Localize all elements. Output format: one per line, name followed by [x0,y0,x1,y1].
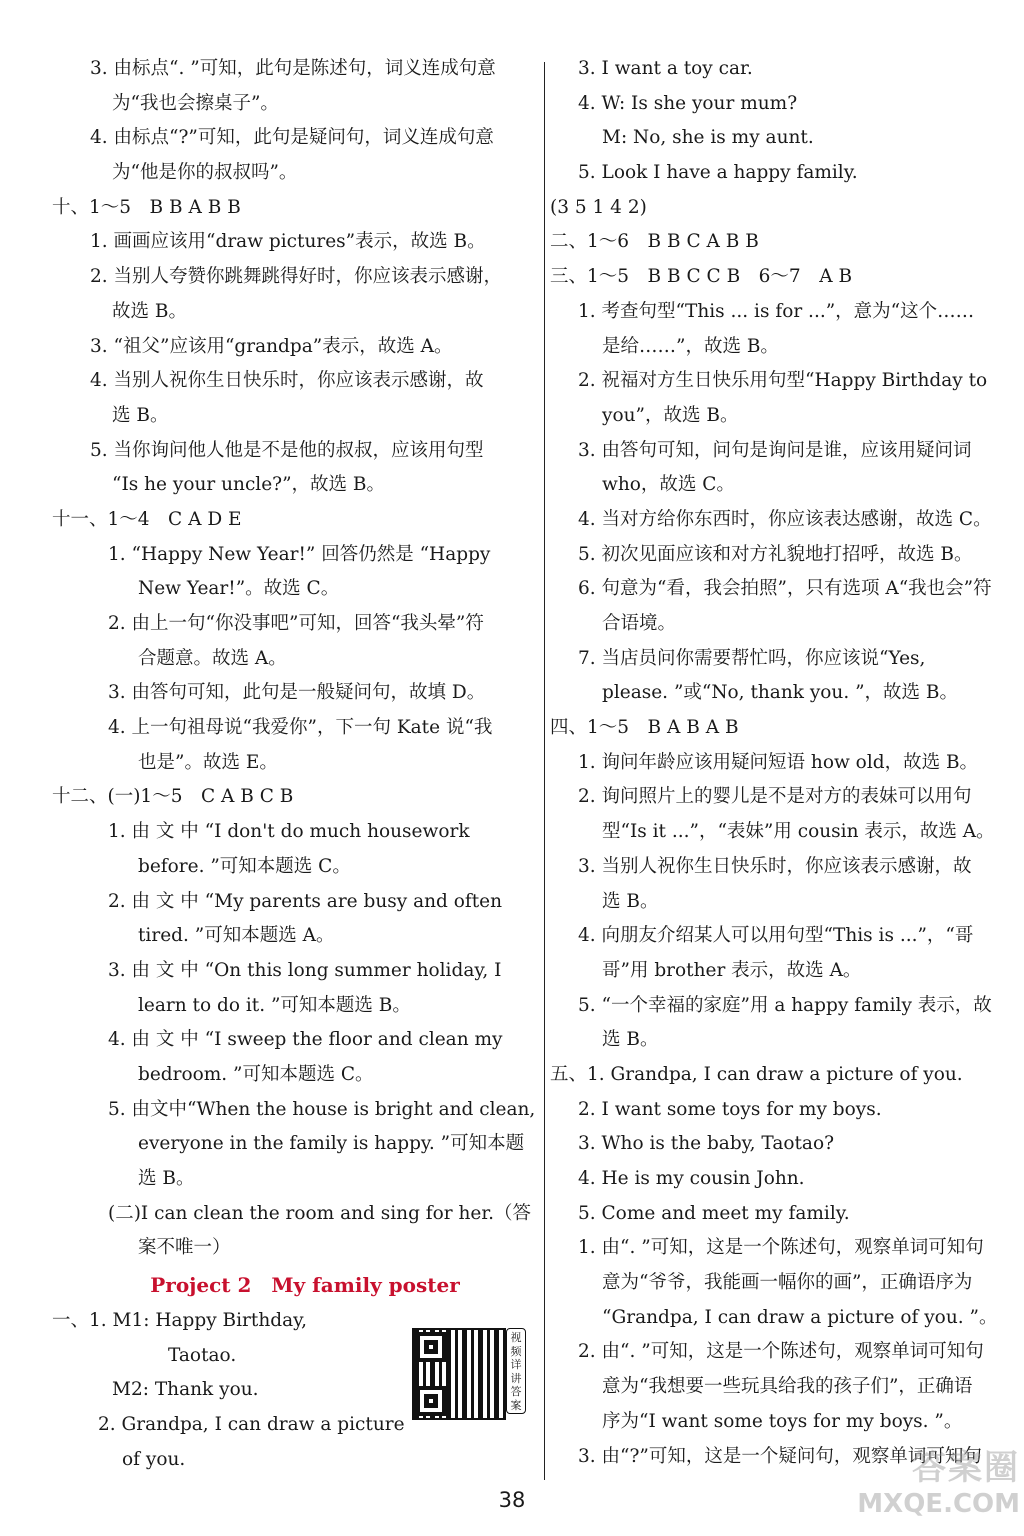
answer-line: Taotao. [168,1344,237,1366]
answer-line: 选 B。 [602,890,659,912]
answer-line: 1. 由“. ”可知，这是一个陈述句，观察单词可知句 [578,1237,984,1259]
answer-line: 7. 当店员问你需要帮忙吗，你应该说“Yes, [578,647,926,669]
answer-line: 案不唯一） [138,1237,231,1259]
answer-line: “Is he your uncle?”，故选 B。 [112,474,386,496]
answer-line: 十二、(一)1～5 C A B C B [52,786,294,808]
answer-line: 意为“我想要一些玩具给我的孩子们”，正确语 [602,1376,973,1398]
answer-line: bedroom. ”可知本题选 C。 [138,1063,374,1085]
answer-line: 3. 由标点“. ”可知，此句是陈述句，词义连成句意 [90,58,496,79]
answer-line: 3. “祖父”应该用“grandpa”表示，故选 A。 [90,335,453,357]
answer-line: before. ”可知本题选 C。 [138,855,351,877]
answer-line: “Grandpa, I can draw a picture of you. ”。 [602,1306,998,1328]
answer-line: 4. W: Is she your mum? [578,92,798,114]
answer-line: (3 5 1 4 2) [550,196,647,218]
right-column [550,52,1016,1474]
answer-line: of you. [122,1448,186,1470]
answer-line: 2. Grandpa, I can draw a picture [98,1414,405,1436]
answer-line: 2. I want some toys for my boys. [578,1098,882,1120]
answer-line: M2: Thank you. [112,1379,259,1401]
answer-line: 3. 由 文 中 “On this long summer holiday, I [108,959,502,981]
answer-line: 2. 当别人夸赞你跳舞跳得好时，你应该表示感谢， [90,266,503,288]
watermark-text: 答案圈 [912,1448,1020,1488]
answer-line: 5. 初次见面应该和对方礼貌地打招呼，故选 B。 [578,543,973,565]
answer-line: 十一、1～4 C A D E [52,508,242,530]
answer-line: 2. 由 文 中 “My parents are busy and often [108,890,503,912]
answer-line: 5. Come and meet my family. [578,1202,850,1224]
answer-line: 3. Who is the baby, Taotao? [578,1133,835,1155]
answer-line: 为“我也会擦桌子”。 [112,92,279,114]
answer-line: 3. 由答句可知，问句是询问是谁，应该用疑问词 [578,439,972,461]
answer-line: 2. 由上一句“你没事吧”可知，回答“我头晕”符 [108,613,484,634]
column-divider [544,62,545,1480]
answer-line: 5. 由文中“When the house is bright and clean, [108,1098,536,1120]
answer-line: who，故选 C。 [602,474,735,496]
answer-line: 序为“I want some toys for my boys. ”。 [602,1410,963,1432]
answer-line: 1. 询问年龄应该用疑问短语 how old，故选 B。 [578,751,979,773]
answer-line: 4. 由 文 中 “I sweep the floor and clean my [108,1029,503,1051]
answer-line: 哥”用 brother 表示，故选 A。 [602,959,862,981]
answer-line: 4. He is my cousin John. [578,1168,805,1189]
answer-line: 型“Is it ...”，“表妹”用 cousin 表示，故选 A。 [602,821,995,843]
project-title: Project 2 My family poster [150,1273,460,1298]
answer-line: 1. 考查句型“This ... is for ...”，意为“这个…… [578,300,975,322]
answer-line: 五、1. Grandpa, I can draw a picture of you. [550,1063,963,1085]
answer-line: 故选 B。 [112,300,187,322]
answer-line: tired. ”可知本题选 A。 [138,925,335,947]
answer-line: please. ”或“No, thank you. ”，故选 B。 [602,682,959,704]
answer-line: 4. 向朋友介绍某人可以用句型“This is ...”，“哥 [578,925,974,947]
page-number: 38 [498,1488,526,1512]
answer-line: 四、1～5 B A B A B [550,717,739,739]
answer-line: 3. 由“?”可知，这是一个疑问句，观察单词可知句 [578,1445,982,1467]
answer-line: 4. 由标点“?”可知，此句是疑问句，词义连成句意 [90,127,494,149]
left-column [52,52,538,1478]
answer-line: 2. 祝福对方生日快乐用句型“Happy Birthday to [578,370,988,392]
qr-code-label: 视频详讲答案 [506,1328,526,1414]
answer-line: 1. 画画应该用“draw pictures”表示，故选 B。 [90,231,486,253]
right-answer-lines [550,52,1016,1474]
watermark-logo [845,1448,1020,1532]
answer-line: 一、1. M1: Happy Birthday, [52,1310,307,1332]
answer-line: 3. I want a toy car. [578,58,753,79]
answer-line: 是给……”，故选 B。 [602,335,779,357]
watermark-url: MXQE.COM [857,1489,1020,1519]
answer-line: 三、1～5 B B C C B 6～7 A B [550,266,853,288]
answer-line: M: No, she is my aunt. [602,127,814,149]
answer-line: 4. 上一句祖母说“我爱你”，下一句 Kate 说“我 [108,717,493,739]
answer-line: (二)I can clean the room and sing for her.（答 [108,1202,532,1224]
answer-line: New Year!”。故选 C。 [138,578,340,600]
answer-line: 选 B。 [138,1168,195,1189]
answer-line: 3. 由答句可知，此句是一般疑问句，故填 D。 [108,682,486,704]
qr-code-icon[interactable] [412,1328,506,1420]
answer-line: 意为“爷爷，我能画一幅你的画”，正确语序为 [602,1272,973,1294]
answer-line: everyone in the family is happy. ”可知本题 [138,1133,525,1155]
answer-line: 十、1～5 B B A B B [52,196,241,218]
answer-line: 2. 由“. ”可知，这是一个陈述句，观察单词可知句 [578,1341,984,1363]
answer-line: 合语境。 [602,613,677,634]
answer-line: 2. 询问照片上的婴儿是不是对方的表妹可以用句 [578,786,972,808]
answer-line: 为“他是你的叔叔吗”。 [112,162,298,184]
answer-line: 合题意。故选 A。 [138,647,287,669]
answer-line: 6. 句意为“看，我会拍照”，只有选项 A“我也会”符 [578,578,992,600]
answer-line: 4. 当对方给你东西时，你应该表达感谢，故选 C。 [578,508,992,530]
answer-line: you”，故选 B。 [602,404,739,426]
left-answer-lines [52,52,538,1266]
answer-line: 5. Look I have a happy family. [578,162,858,184]
answer-line: 选 B。 [602,1029,659,1051]
answer-line: 3. 当别人祝你生日快乐时，你应该表示感谢，故 [578,855,972,877]
answer-line: 二、1～6 B B C A B B [550,231,759,253]
answer-line: 选 B。 [112,404,169,426]
answer-line: 也是”。故选 E。 [138,751,278,773]
answer-line: 5. 当你询问他人他是不是他的叔叔，应该用句型 [90,439,484,461]
answer-line: 4. 当别人祝你生日快乐时，你应该表示感谢，故 [90,370,484,392]
answer-line: 1. 由 文 中 “I don't do much housework [108,821,470,843]
answer-line: 5. “一个幸福的家庭”用 a happy family 表示，故 [578,994,992,1016]
answer-line: 1. “Happy New Year!” 回答仍然是 “Happy [108,543,491,565]
answer-line: learn to do it. ”可知本题选 B。 [138,994,411,1016]
